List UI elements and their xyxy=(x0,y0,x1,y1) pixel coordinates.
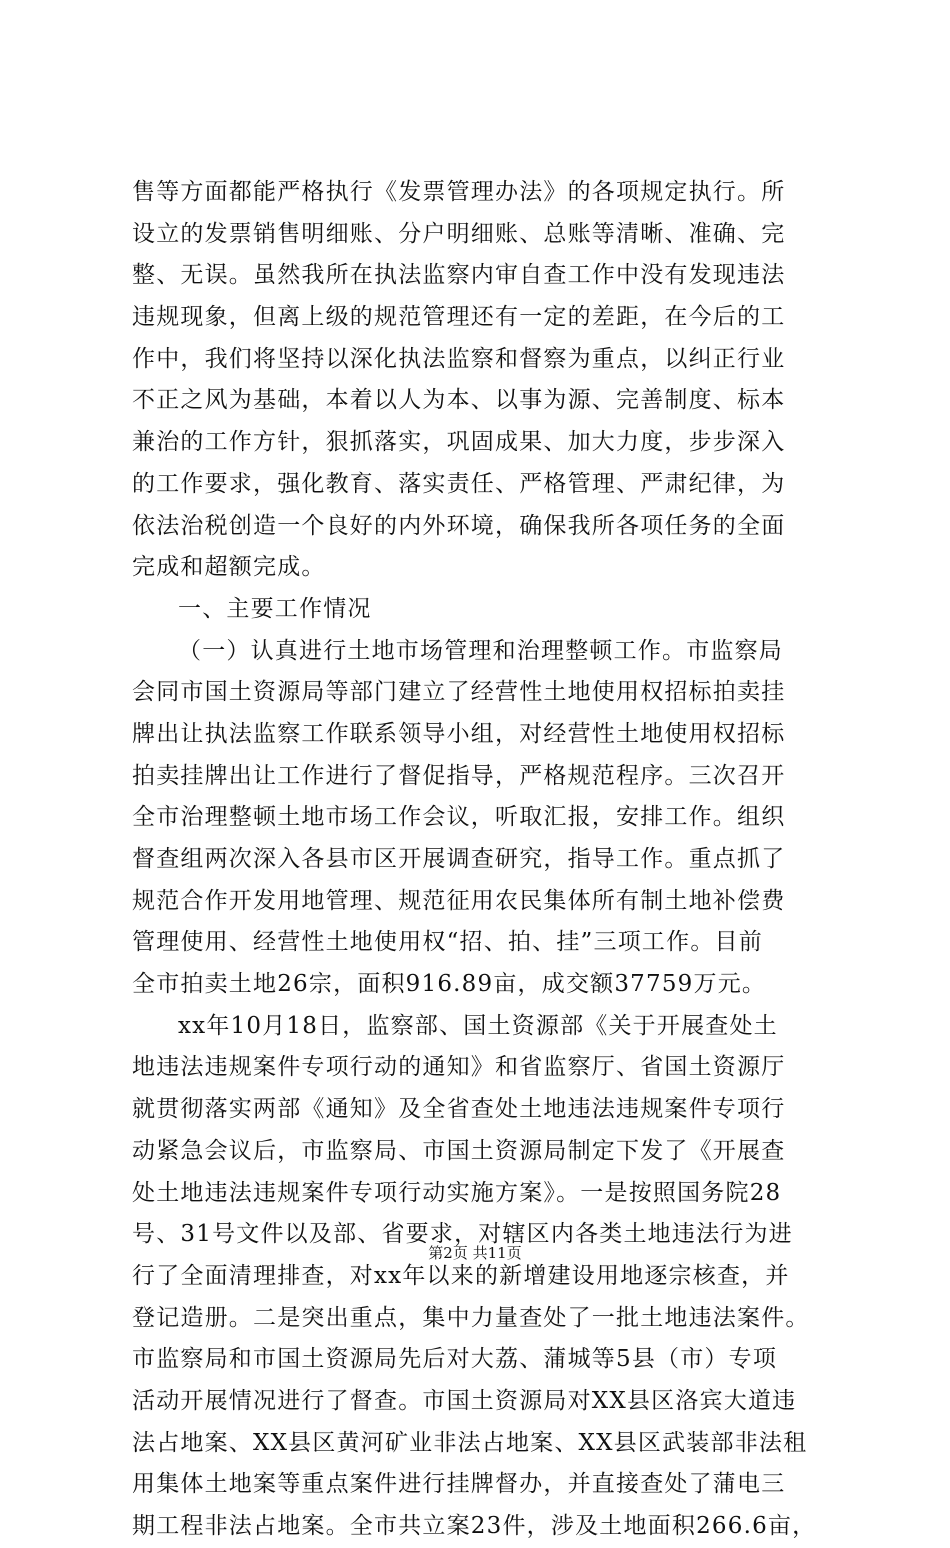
text-line: 售等方面都能严格执行《发票管理办法》的各项规定执行。所 xyxy=(132,179,786,205)
text-line: 会同市国土资源局等部门建立了经营性土地使用权招标拍卖挂 xyxy=(132,679,786,706)
text-line: 兼治的工作方针，狠抓落实，巩固成果、加大力度，步步深入 xyxy=(132,429,786,456)
text-line: 管理使用、经营性土地使用权“招、拍、挂”三项工作。目前 xyxy=(132,929,763,956)
subsection-heading-line: （一）认真进行土地市场管理和治理整顿工作。市监察局 xyxy=(178,637,783,664)
text-line: 完成和超额完成。 xyxy=(132,554,326,581)
text-line: 市监察局和市国土资源局先后对大荔、蒲城等5县（市）专项 xyxy=(132,1346,778,1373)
text-line: 违规现象，但离上级的规范管理还有一定的差距，在今后的工 xyxy=(132,304,786,331)
document-body xyxy=(132,172,844,1548)
text-line: 设立的发票销售明细账、分户明细账、总账等清晰、准确、完 xyxy=(132,220,786,247)
text-line: 号、31号文件以及部、省要求，对辖区内各类土地违法行为进 xyxy=(132,1221,793,1248)
text-line: 就贯彻落实两部《通知》及全省查处土地违法违规案件专项行 xyxy=(132,1096,786,1123)
text-line: 用集体土地案等重点案件进行挂牌督办，并直接查处了蒲电三 xyxy=(132,1471,786,1498)
text-line: 登记造册。二是突出重点，集中力量查处了一批土地违法案件。 xyxy=(132,1304,810,1331)
text-line: 地违法违规案件专项行动的通知》和省监察厅、省国土资源厅 xyxy=(132,1054,786,1081)
page-number-footer: 第2页 共11页 xyxy=(428,1244,522,1262)
text-line: 规范合作开发用地管理、规范征用农民集体所有制土地补偿费 xyxy=(132,887,786,914)
text-line: 牌出让执法监察工作联系领导小组，对经营性土地使用权招标 xyxy=(132,720,786,747)
text-line: 的工作要求，强化教育、落实责任、严格管理、严肃纪律，为 xyxy=(132,470,786,497)
text-line: 不正之风为基础，本着以人为本、以事为源、完善制度、标本 xyxy=(132,387,786,414)
section-heading: 一、主要工作情况 xyxy=(178,595,372,622)
text-line: 动紧急会议后，市监察局、市国土资源局制定下发了《开展查 xyxy=(132,1137,786,1164)
text-line: 全市治理整顿土地市场工作会议，听取汇报，安排工作。组织 xyxy=(132,804,786,831)
text-line: 依法治税创造一个良好的内外环境，确保我所各项任务的全面 xyxy=(132,512,786,539)
text-line: 行了全面清理排查，对xx年以来的新增建设用地逐宗核查，并 xyxy=(132,1262,790,1289)
text-line: 期工程非法占地案。全市共立案23件，涉及土地面积266.6亩， xyxy=(132,1513,817,1539)
text-line: 拍卖挂牌出让工作进行了督促指导，严格规范程序。三次召开 xyxy=(132,762,786,789)
text-line: 法占地案、XX县区黄河矿业非法占地案、XX县区武装部非法租 xyxy=(132,1429,808,1456)
paragraph-start-line: xx年10月18日，监察部、国土资源部《关于开展查处土 xyxy=(178,1012,778,1039)
text-line: 活动开展情况进行了督查。市国土资源局对XX县区洛宾大道违 xyxy=(132,1387,797,1414)
text-line: 处土地违法违规案件专项行动实施方案》。一是按照国务院28 xyxy=(132,1179,782,1206)
text-line: 全市拍卖土地26宗，面积916.89亩，成交额37759万元。 xyxy=(132,971,767,998)
text-line: 督查组两次深入各县市区开展调查研究，指导工作。重点抓了 xyxy=(132,846,786,872)
text-line: 整、无误。虽然我所在执法监察内审自查工作中没有发现违法 xyxy=(132,262,786,289)
text-line: 作中，我们将坚持以深化执法监察和督察为重点，以纠正行业 xyxy=(132,345,786,372)
